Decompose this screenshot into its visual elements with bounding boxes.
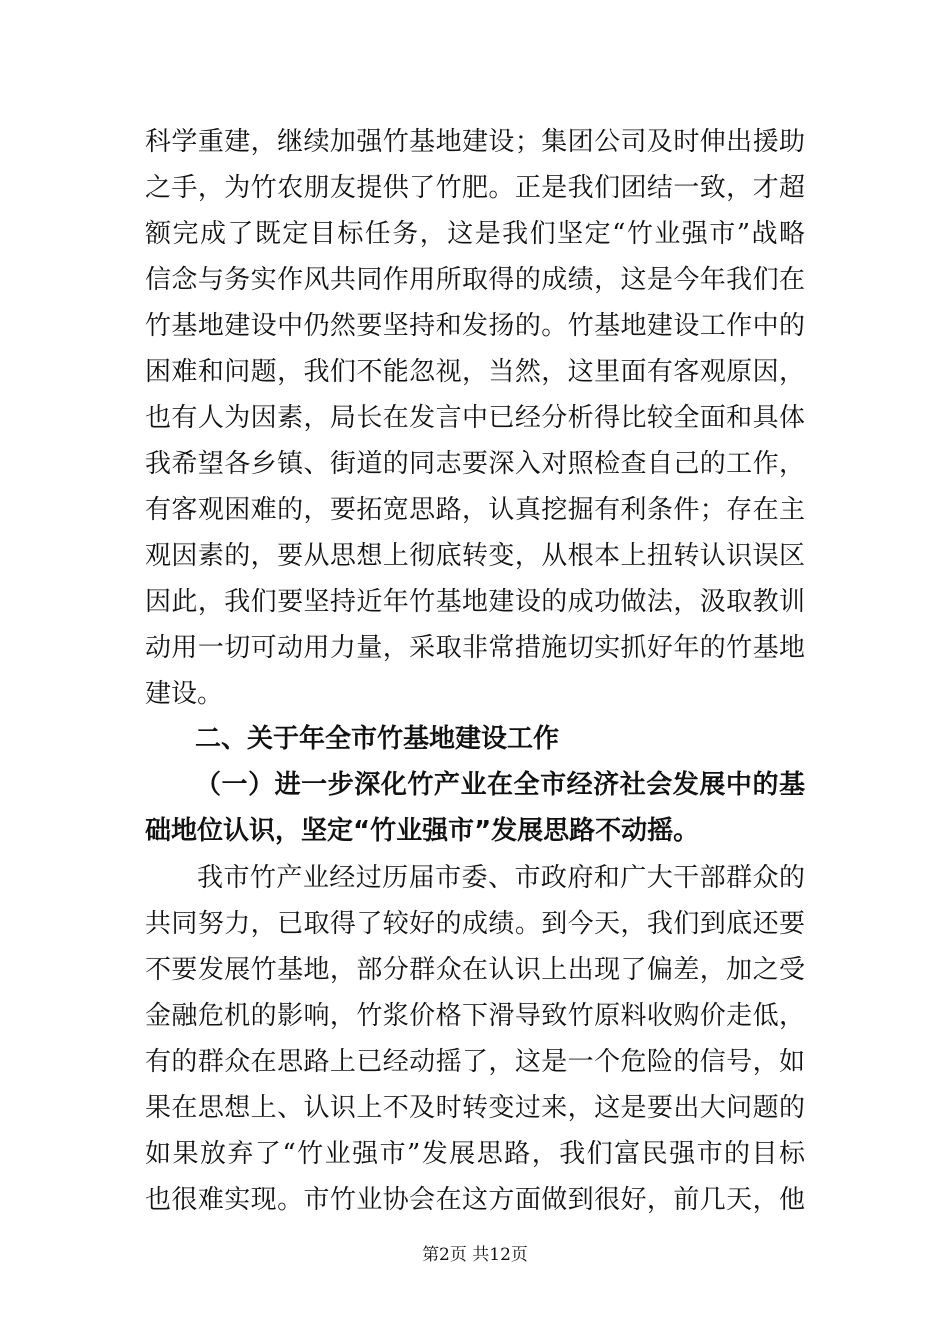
body-line: 有客观困难的，要拓宽思路，认真挖掘有利条件；存在主: [145, 495, 805, 525]
body-line: 科学重建，继续加强竹基地建设；集团公司及时伸出援助: [145, 127, 805, 157]
body-line: 竹基地建设中仍然要坚持和发扬的。竹基地建设工作中的: [145, 311, 805, 341]
body-line: 困难和问题，我们不能忽视，当然，这里面有客观原因，: [145, 357, 805, 387]
body-line: 额完成了既定目标任务，这是我们坚定“竹业强市”战略: [145, 219, 805, 249]
body-line: 如果放弃了“竹业强市”发展思路，我们富民强市的目标: [145, 1139, 805, 1169]
subsection-heading-line: （一）进一步深化竹产业在全市经济社会发展中的基: [195, 770, 805, 800]
body-line: 也很难实现。市竹业协会在这方面做到很好，前几天，他: [145, 1185, 805, 1215]
body-line: 不要发展竹基地，部分群众在认识上出现了偏差，加之受: [145, 955, 805, 985]
body-line: 动用一切可动用力量，采取非常措施切实抓好年的竹基地: [145, 633, 805, 663]
body-line: 观因素的，要从思想上彻底转变，从根本上扭转认识误区: [145, 541, 805, 571]
body-line: 也有人为因素，局长在发言中已经分析得比较全面和具体: [145, 403, 805, 433]
body-line: 因此，我们要坚持近年竹基地建设的成功做法，汲取教训: [145, 587, 805, 617]
body-line: 我市竹产业经过历届市委、市政府和广大干部群众的: [197, 863, 805, 893]
subsection-heading-line: 础地位认识，坚定“竹业强市”发展思路不动摇。: [145, 816, 700, 846]
body-line: 金融危机的影响，竹浆价格下滑导致竹原料收购价走低，: [145, 1001, 805, 1031]
body-line: 建设。: [145, 679, 224, 709]
body-line: 我希望各乡镇、街道的同志要深入对照检查自己的工作，: [145, 449, 805, 479]
body-line: 果在思想上、认识上不及时转变过来，这是要出大问题的: [145, 1093, 805, 1123]
page-number-footer: 第2页 共12页: [422, 1245, 528, 1265]
body-line: 共同努力，已取得了较好的成绩。到今天，我们到底还要: [145, 909, 805, 939]
body-line: 信念与务实作风共同作用所取得的成绩，这是今年我们在: [145, 265, 805, 295]
body-line: 之手，为竹农朋友提供了竹肥。正是我们团结一致，才超: [145, 173, 805, 203]
body-line: 有的群众在思路上已经动摇了，这是一个危险的信号，如: [145, 1047, 805, 1077]
section-heading: 二、关于年全市竹基地建设工作: [195, 724, 560, 754]
